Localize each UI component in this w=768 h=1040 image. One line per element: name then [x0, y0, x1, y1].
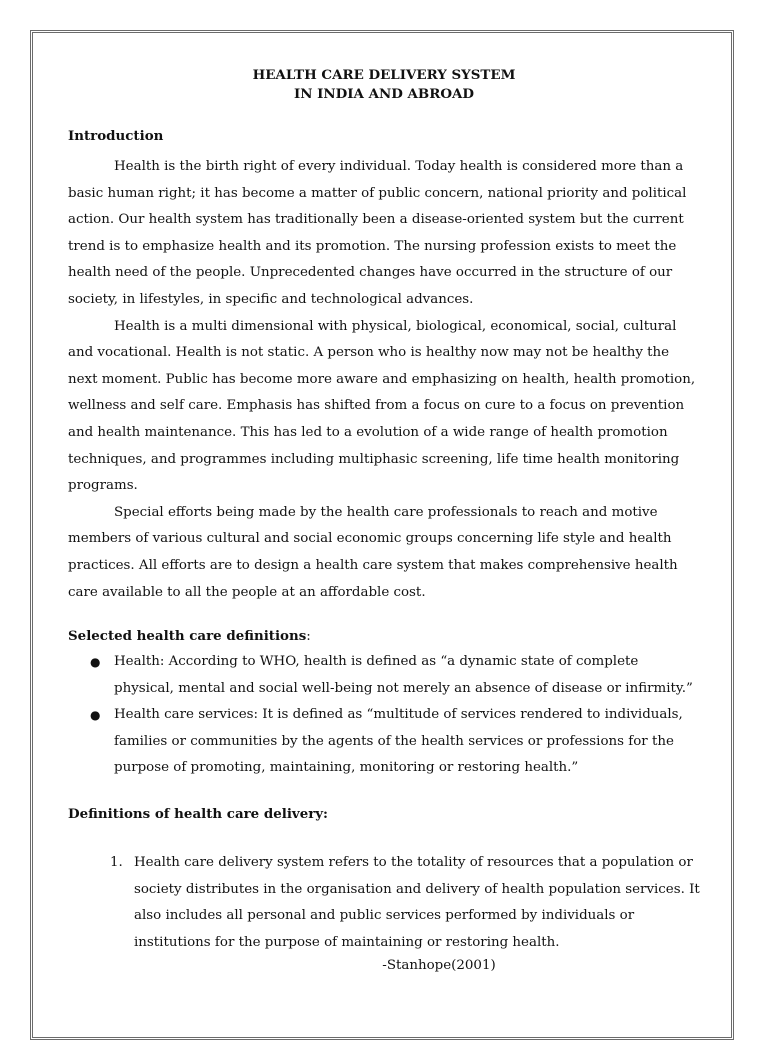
definitions-list — [68, 649, 700, 782]
definitions-heading — [68, 626, 700, 647]
definitions-heading-colon: : — [306, 629, 311, 645]
document-body — [68, 66, 700, 976]
bullet-icon: ● — [90, 655, 101, 670]
delivery-definitions-list — [68, 850, 700, 956]
definition-item-health-care-services — [68, 702, 700, 782]
delivery-definition-item — [68, 850, 700, 956]
title-line-2: IN INDIA AND ABROAD — [293, 86, 474, 102]
delivery-definitions-heading: Definitions of health care delivery: — [68, 806, 328, 823]
citation: -Stanhope(2001) — [382, 958, 496, 974]
introduction-heading: Introduction — [68, 128, 164, 144]
list-number: 1. — [110, 855, 123, 871]
definition-text: Health: According to WHO, health is defined as “a dynamic state of complete physical, mental and social well-being not merely an absence of disease or infirmity.” — [114, 654, 693, 696]
delivery-definition-text: Health care delivery system refers to the totality of resources that a population or society distributes in the organisation and delivery of health population services. It also includes all personal and public services performed by individuals or institutions for the purpose of maintaining or restoring health. — [134, 855, 700, 950]
document-title — [68, 66, 700, 104]
definition-item-health — [68, 649, 700, 702]
bullet-icon: ● — [90, 708, 101, 723]
intro-paragraph-2: Health is a multi dimensional with physical, biological, economical, social, cultural and vocational. Health is not static. A person who is healthy now may not be healthy the next moment. Public has become more aware and emphasizing on health, health promotion, wellness and self care. Emphasis has shifted from a focus on cure to a focus on prevention and health maintenance. This has led to a evolution of a wide range of health promotion techniques, and programmes including multiphasic screening, life time health monitoring programs. — [68, 318, 696, 494]
intro-paragraph-3: Special efforts being made by the health care professionals to reach and motive members of various cultural and social economic groups concerning life style and health practices. All efforts are to design a health care system that makes comprehensive health care available to all the people at an affordable cost. — [68, 504, 678, 600]
definition-text: Health care services: It is defined as “multitude of services rendered to individuals, families or communities by the agents of the health services or professions for the purpose of promoting, maintaining, monitoring or restoring health.” — [114, 707, 683, 776]
intro-paragraph-1: Health is the birth right of every individual. Today health is considered more than a basic human right; it has become a matter of public concern, national priority and political action. Our health system has traditionally been a disease-oriented system but the current trend is to emphasize health and its promotion. The nursing profession exists to meet the health need of the people. Unprecedented changes have occurred in the structure of our society, in lifestyles, in specific and technological advances. — [68, 159, 687, 307]
title-line-1: HEALTH CARE DELIVERY SYSTEM — [252, 67, 516, 83]
definitions-heading-text: Selected health care definitions — [68, 628, 307, 645]
